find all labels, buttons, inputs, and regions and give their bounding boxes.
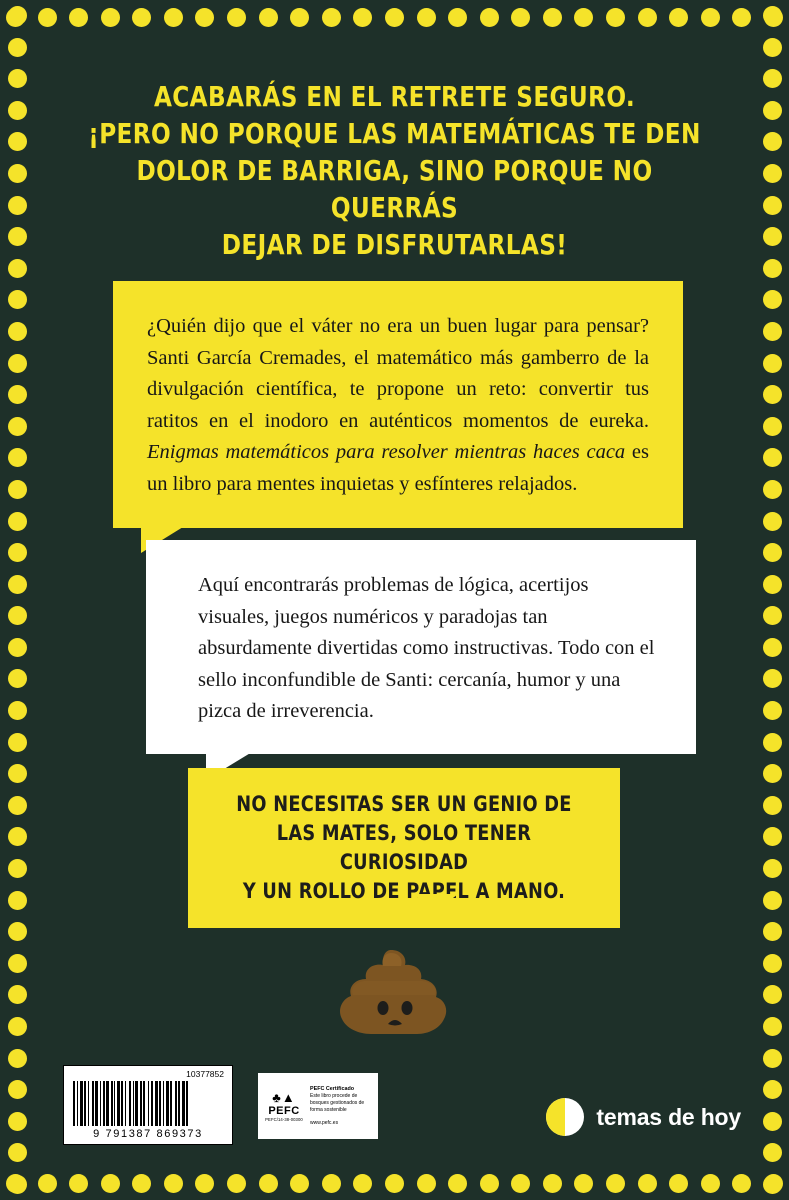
headline-line-3: DOLOR DE BARRIGA, SINO PORQUE NO QUERRÁS — [136, 154, 653, 224]
border-dot — [763, 259, 782, 278]
border-dot — [701, 8, 720, 27]
border-dot — [606, 1174, 625, 1193]
border-dot — [417, 1174, 436, 1193]
border-dot — [763, 448, 782, 467]
dot-border-right — [757, 0, 787, 1200]
dot-border-top — [0, 2, 789, 32]
border-dot — [763, 638, 782, 657]
border-dot — [763, 1080, 782, 1099]
border-dot — [763, 322, 782, 341]
border-dot — [8, 448, 27, 467]
border-dot — [8, 701, 27, 720]
border-dot — [763, 417, 782, 436]
border-dot — [195, 8, 214, 27]
headline-line-4: DEJAR DE DISFRUTARLAS! — [221, 228, 568, 261]
border-dot — [8, 985, 27, 1004]
border-dot — [763, 290, 782, 309]
border-dot — [8, 196, 27, 215]
border-dot — [8, 69, 27, 88]
border-dot — [763, 606, 782, 625]
border-dot — [69, 1174, 88, 1193]
border-dot — [574, 1174, 593, 1193]
border-dot — [8, 606, 27, 625]
border-dot — [8, 1143, 27, 1162]
border-dot — [8, 354, 27, 373]
border-dot — [638, 1174, 657, 1193]
border-dot — [574, 8, 593, 27]
border-dot — [385, 8, 404, 27]
blurb-bubble-yellow-primary — [113, 281, 683, 528]
border-dot — [763, 954, 782, 973]
border-dot — [6, 1174, 25, 1193]
border-dot — [290, 1174, 309, 1193]
border-dot — [8, 891, 27, 910]
border-dot — [69, 8, 88, 27]
border-dot — [763, 480, 782, 499]
border-dot — [259, 8, 278, 27]
border-dot — [763, 764, 782, 783]
border-dot — [8, 543, 27, 562]
pefc-logo-word: PEFC — [268, 1104, 300, 1117]
border-dot — [669, 1174, 688, 1193]
border-dot — [132, 8, 151, 27]
blurb-text-secondary — [225, 790, 582, 906]
border-dot — [132, 1174, 151, 1193]
border-dot — [8, 164, 27, 183]
border-dot — [763, 796, 782, 815]
border-dot — [543, 8, 562, 27]
border-dot — [8, 764, 27, 783]
blurb-text-white: Aquí encontrarás problemas de lógica, acertijos visuales, juegos numéricos y paradojas tan absurdamente divertidas como instructivas. Todo con el sello inconfundible de Santi: cercanía, humor y una pizca de irreverencia. — [198, 574, 655, 722]
blurb-bubble-yellow-secondary — [188, 768, 620, 928]
headline — [87, 78, 702, 263]
border-dot — [227, 8, 246, 27]
border-dot — [763, 1017, 782, 1036]
border-dot — [8, 733, 27, 752]
border-dot — [322, 8, 341, 27]
border-dot — [763, 1112, 782, 1131]
border-dot — [8, 290, 27, 309]
border-dot — [763, 543, 782, 562]
barcode-bars — [68, 1081, 228, 1126]
dot-border-left — [2, 0, 32, 1200]
barcode-top-number: 10377852 — [186, 1069, 224, 1079]
border-dot — [448, 1174, 467, 1193]
border-dot — [8, 922, 27, 941]
border-dot — [8, 1112, 27, 1131]
border-dot — [8, 954, 27, 973]
pefc-logo-icon — [263, 1091, 305, 1122]
border-dot — [8, 1080, 27, 1099]
border-dot — [763, 69, 782, 88]
border-dot — [8, 575, 27, 594]
border-dot — [8, 322, 27, 341]
publisher-logo — [546, 1098, 741, 1136]
blurb-text-part2: es un libro para mentes inquietas y esfínteres relajados. — [147, 441, 650, 495]
border-dot — [164, 8, 183, 27]
poop-icon — [339, 948, 449, 1044]
border-dot — [763, 38, 782, 57]
border-dot — [763, 196, 782, 215]
border-dot — [763, 859, 782, 878]
border-dot — [195, 1174, 214, 1193]
border-dot — [763, 227, 782, 246]
border-dot — [227, 1174, 246, 1193]
pefc-website: www.pefc.es — [310, 1119, 339, 1126]
border-dot — [763, 512, 782, 531]
bubble-tail-yellow-secondary — [418, 894, 458, 926]
pefc-description: Este libro procede de bosques gestionados de forma sostenible — [310, 1092, 365, 1113]
border-dot — [764, 1174, 783, 1193]
border-dot — [732, 8, 751, 27]
border-dot — [8, 417, 27, 436]
border-dot — [606, 8, 625, 27]
secondary-line-2: LAS MATES, SOLO TENER CURIOSIDAD — [276, 821, 532, 874]
secondary-line-3: Y UN ROLLO DE PAPEL A MANO. — [242, 879, 566, 903]
border-dot — [511, 8, 530, 27]
blurb-bubble-white — [146, 540, 696, 754]
border-dot — [480, 1174, 499, 1193]
pefc-title: PEFC Certificado — [310, 1085, 355, 1092]
border-dot — [8, 259, 27, 278]
pefc-logo-symbols: ♣▲ — [272, 1089, 296, 1105]
dot-border-bottom — [0, 1168, 789, 1198]
pefc-logo-code: PEFC/14-38-00300 — [265, 1116, 303, 1122]
headline-line-1: ACABARÁS EN EL RETRETE SEGURO. — [153, 80, 636, 113]
border-dot — [8, 796, 27, 815]
border-dot — [259, 1174, 278, 1193]
border-dot — [763, 101, 782, 120]
book-title-italic: Enigmas matemáticos para resolver mientras haces caca — [147, 441, 626, 463]
border-dot — [763, 1143, 782, 1162]
border-dot — [763, 1049, 782, 1068]
border-dot — [8, 101, 27, 120]
border-dot — [8, 512, 27, 531]
border-dot — [511, 1174, 530, 1193]
border-dot — [669, 8, 688, 27]
border-dot — [763, 575, 782, 594]
border-dot — [8, 638, 27, 657]
border-dot — [8, 827, 27, 846]
border-dot — [8, 480, 27, 499]
border-dot — [763, 827, 782, 846]
pefc-text-block — [310, 1086, 373, 1127]
border-dot — [8, 132, 27, 151]
border-dot — [8, 1017, 27, 1036]
border-dot — [353, 8, 372, 27]
border-dot — [8, 385, 27, 404]
border-dot — [763, 385, 782, 404]
border-dot — [8, 669, 27, 688]
border-dot — [480, 8, 499, 27]
border-dot — [8, 227, 27, 246]
border-dot — [543, 1174, 562, 1193]
border-dot — [763, 922, 782, 941]
border-dot — [8, 38, 27, 57]
barcode — [63, 1065, 233, 1145]
barcode-isbn-number: 9 791387 869373 — [93, 1128, 203, 1140]
border-dot — [385, 1174, 404, 1193]
border-dot — [763, 701, 782, 720]
blurb-text-part1: ¿Quién dijo que el váter no era un buen lugar para pensar? Santi García Cremades, el matemático más gamberro de la divulgación científica, te propone un reto: convertir tus ratitos en el inodoro en auténticos momentos de eureka. — [147, 315, 649, 432]
blurb-text-primary — [147, 311, 649, 500]
border-dot — [353, 1174, 372, 1193]
border-dot — [290, 8, 309, 27]
border-dot — [732, 1174, 751, 1193]
headline-line-2: ¡PERO NO PORQUE LAS MATEMÁTICAS TE DEN — [88, 117, 701, 150]
border-dot — [38, 8, 57, 27]
border-dot — [764, 8, 783, 27]
border-dot — [763, 891, 782, 910]
border-dot — [8, 859, 27, 878]
publisher-mark-icon — [546, 1098, 584, 1136]
border-dot — [164, 1174, 183, 1193]
border-dot — [763, 669, 782, 688]
border-dot — [763, 354, 782, 373]
border-dot — [8, 1049, 27, 1068]
border-dot — [322, 1174, 341, 1193]
border-dot — [701, 1174, 720, 1193]
border-dot — [763, 733, 782, 752]
pefc-certification — [258, 1073, 378, 1139]
border-dot — [638, 8, 657, 27]
border-dot — [763, 985, 782, 1004]
border-dot — [6, 8, 25, 27]
publisher-name: temas de hoy — [596, 1103, 741, 1130]
border-dot — [101, 8, 120, 27]
border-dot — [101, 1174, 120, 1193]
border-dot — [763, 164, 782, 183]
border-dot — [38, 1174, 57, 1193]
secondary-line-1: NO NECESITAS SER UN GENIO DE — [236, 792, 572, 816]
border-dot — [763, 132, 782, 151]
border-dot — [417, 8, 436, 27]
border-dot — [448, 8, 467, 27]
